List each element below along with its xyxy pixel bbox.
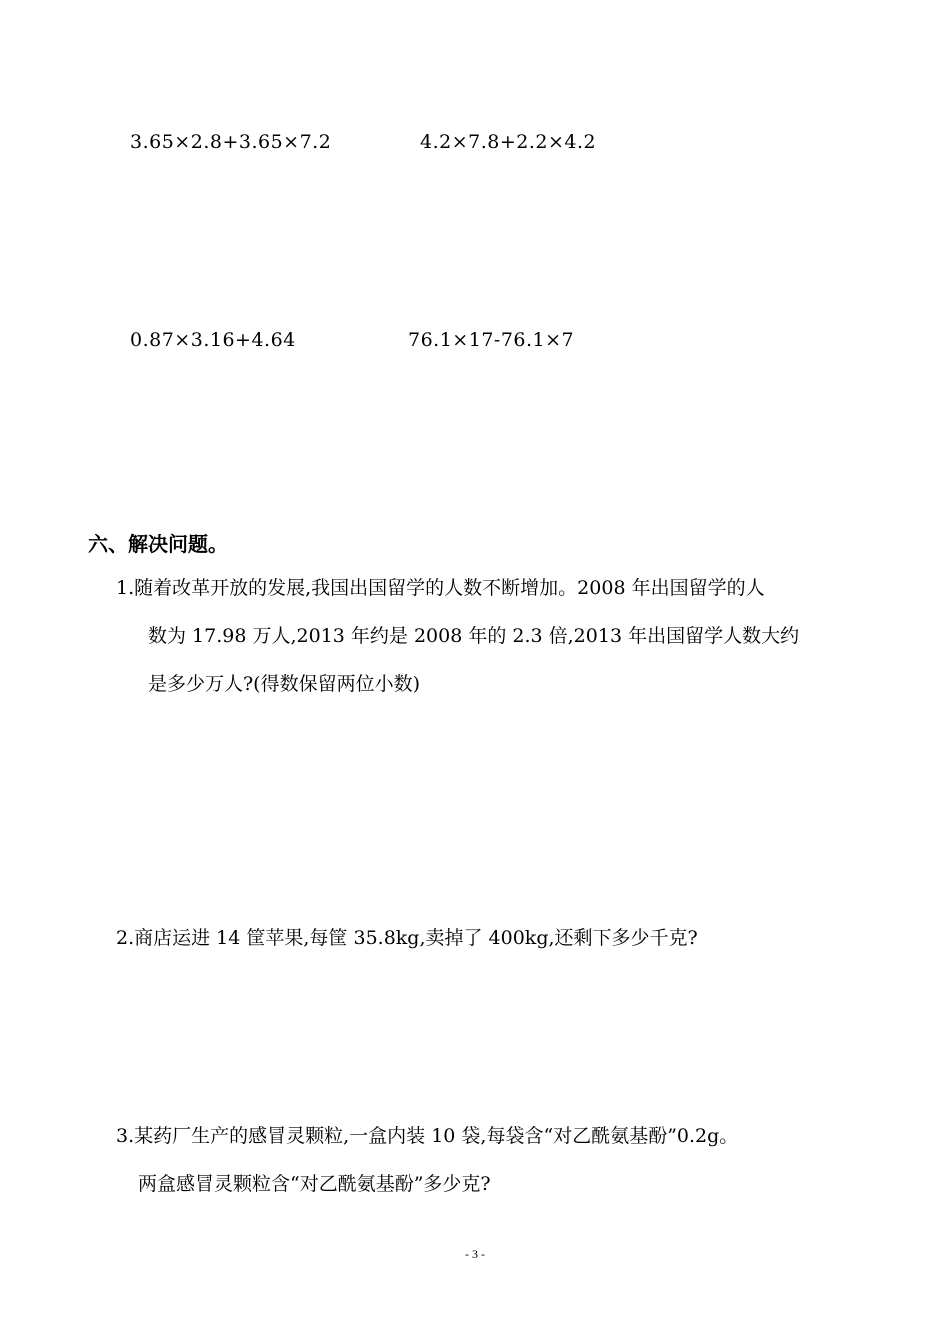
problem-3-number: 3. xyxy=(116,1125,135,1147)
problem-1-line-1 xyxy=(116,564,799,612)
page-number: - 3 - xyxy=(465,1247,485,1261)
calc-expression-4: 76.1×17-76.1×7 xyxy=(408,329,575,351)
problem-2 xyxy=(116,914,698,962)
problem-3-line-1 xyxy=(116,1112,738,1160)
calc-expression-3: 0.87×3.16+4.64 xyxy=(130,329,296,351)
section-title: 六、解决问题。 xyxy=(88,532,228,556)
calc-expression-2: 4.2×7.8+2.2×4.2 xyxy=(420,131,597,153)
problem-2-number: 2. xyxy=(116,927,135,949)
problem-1-text-1: 随着改革开放的发展,我国出国留学的人数不断增加。2008 年出国留学的人 xyxy=(134,577,765,599)
problem-2-line-1 xyxy=(116,914,698,962)
problem-1 xyxy=(116,564,799,708)
problem-2-text-1: 商店运进 14 筐苹果,每筐 35.8kg,卖掉了 400kg,还剩下多少千克? xyxy=(134,927,698,949)
problem-3-text-1: 某药厂生产的感冒灵颗粒,一盒内装 10 袋,每袋含“对乙酰氨基酚”0.2g。 xyxy=(134,1125,739,1147)
problem-3-line-2: 两盒感冒灵颗粒含“对乙酰氨基酚”多少克? xyxy=(138,1173,491,1195)
problem-1-line-3: 是多少万人?(得数保留两位小数) xyxy=(148,673,421,695)
calc-expression-1: 3.65×2.8+3.65×7.2 xyxy=(130,131,332,153)
problem-1-number: 1. xyxy=(116,577,135,599)
problem-1-line-2: 数为 17.98 万人,2013 年约是 2008 年的 2.3 倍,2013 年出国留学人数大约 xyxy=(148,625,800,647)
problem-3 xyxy=(116,1112,738,1208)
